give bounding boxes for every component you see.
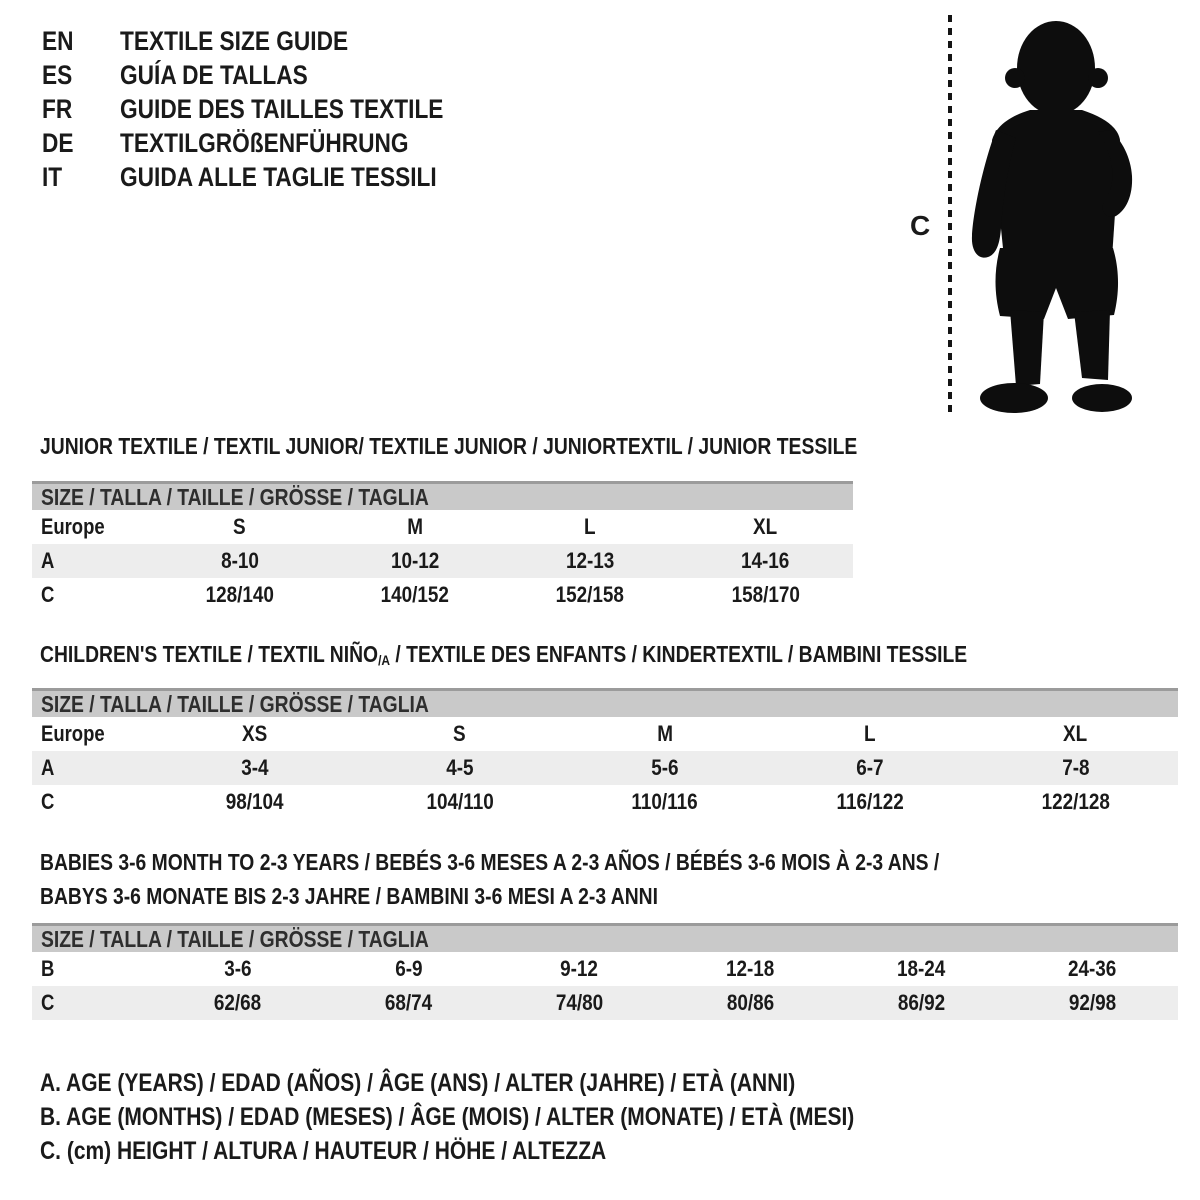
size-cell: 158/170 (731, 582, 800, 607)
language-code: DE (42, 127, 74, 158)
table-row (32, 751, 1178, 785)
row-label: Europe (41, 514, 105, 539)
size-cell: 80/86 (726, 990, 775, 1015)
legend-line-c (40, 1134, 1009, 1168)
size-cell: 5-6 (651, 755, 679, 780)
table-row (32, 578, 853, 612)
size-cell: 152/158 (555, 582, 625, 607)
size-header-bar (32, 923, 1178, 952)
language-row-de (42, 126, 505, 160)
size-cell: 92/98 (1068, 990, 1117, 1015)
language-title: GUIDE DES TAILLES TEXTILE (120, 93, 444, 124)
height-measure-label: C (910, 210, 931, 241)
size-cell: 12-18 (726, 956, 775, 981)
babies-heading-line2: BABYS 3-6 MONATE BIS 2-3 JAHRE / BAMBINI 3-6 MESI A 2-3 ANNI (40, 883, 658, 909)
row-label: C (41, 990, 55, 1015)
language-title: TEXTILGRÖßENFÜHRUNG (120, 127, 409, 158)
size-cell: 10-12 (390, 548, 440, 573)
junior-size-table (32, 481, 853, 612)
size-cell: 8-10 (220, 548, 259, 573)
language-row-en (42, 24, 505, 58)
table-row (32, 544, 853, 578)
babies-heading-line1: BABIES 3-6 MONTH TO 2-3 YEARS / BEBÉS 3-6 MESES A 2-3 AÑOS / BÉBÉS 3-6 MOIS À 2-3 ANS / (40, 849, 940, 875)
height-figure (898, 10, 1160, 428)
row-label: A (41, 755, 55, 780)
size-cell: 9-12 (560, 956, 599, 981)
babies-section-heading (40, 845, 1111, 913)
size-cell: 18-24 (897, 956, 946, 981)
size-cell: 140/152 (380, 582, 450, 607)
table-row (32, 952, 1178, 986)
table-row (32, 510, 853, 544)
size-cell: 6-9 (394, 956, 423, 981)
row-label: A (41, 548, 55, 573)
size-cell: 110/116 (631, 789, 699, 814)
size-cell: 98/104 (225, 789, 284, 814)
row-label: B (41, 956, 55, 981)
table-row (32, 785, 1178, 819)
language-code: ES (42, 59, 73, 90)
language-code: EN (42, 25, 74, 56)
size-cell: XL (1063, 721, 1088, 746)
size-cell: 116/122 (836, 789, 904, 814)
legend-line-a (40, 1066, 1009, 1100)
size-cell: 3-4 (240, 755, 269, 780)
size-cell: 68/74 (384, 990, 433, 1015)
language-list (42, 24, 505, 194)
size-cell: L (864, 721, 876, 746)
size-cell: 74/80 (555, 990, 604, 1015)
size-header-text: SIZE / TALLA / TAILLE / GRÖSSE / TAGLIA (41, 690, 429, 717)
size-header-bar (32, 688, 1178, 717)
size-cell: M (657, 721, 673, 746)
size-cell: 4-5 (446, 755, 474, 780)
row-label: C (41, 582, 55, 607)
size-cell: 6-7 (856, 755, 884, 780)
language-row-it (42, 160, 505, 194)
legend (40, 1066, 1009, 1168)
size-cell: 24-36 (1068, 956, 1117, 981)
legend-line-b (40, 1100, 1009, 1134)
children-heading-text: CHILDREN'S TEXTILE / TEXTIL NIÑO/A / TEXTILE DES ENFANTS / KINDERTEXTIL / BAMBINI TESSILE (40, 641, 968, 670)
children-size-table (32, 688, 1178, 819)
table-row (32, 717, 1178, 751)
size-cell: 62/68 (213, 990, 262, 1015)
size-cell: 3-6 (223, 956, 252, 981)
junior-section-heading (40, 429, 1013, 463)
children-section-heading (40, 637, 1144, 678)
row-label: C (41, 789, 55, 814)
size-header-text: SIZE / TALLA / TAILLE / GRÖSSE / TAGLIA (41, 925, 429, 952)
size-cell: XL (753, 514, 778, 539)
size-cell: 12-13 (565, 548, 615, 573)
legend-text: B. AGE (MONTHS) / EDAD (MESES) / ÂGE (MOIS) / ALTER (MONATE) / ETÀ (MESI) (40, 1102, 855, 1131)
language-code: IT (42, 161, 63, 192)
language-row-es (42, 58, 505, 92)
size-cell: 128/140 (205, 582, 274, 607)
size-cell: S (453, 721, 467, 746)
height-dashed-line (948, 15, 952, 417)
size-cell: 86/92 (897, 990, 946, 1015)
size-cell: 14-16 (741, 548, 790, 573)
size-cell: 122/128 (1041, 789, 1110, 814)
size-cell: XS (241, 721, 268, 746)
size-cell: L (584, 514, 596, 539)
legend-text: C. (cm) HEIGHT / ALTURA / HAUTEUR / HÖHE / ALTEZZA (40, 1136, 607, 1165)
baby-silhouette-icon (970, 18, 1140, 418)
row-label: Europe (41, 721, 105, 746)
junior-heading-text: JUNIOR TEXTILE / TEXTIL JUNIOR/ TEXTILE JUNIOR / JUNIORTEXTIL / JUNIOR TESSILE (40, 433, 858, 459)
language-title: GUIDA ALLE TAGLIE TESSILI (120, 161, 437, 192)
language-title: TEXTILE SIZE GUIDE (120, 25, 349, 56)
size-cell: 7-8 (1061, 755, 1090, 780)
size-cell: S (233, 514, 246, 539)
language-row-fr (42, 92, 505, 126)
language-code: FR (42, 93, 73, 124)
legend-text: A. AGE (YEARS) / EDAD (AÑOS) / ÂGE (ANS) / ALTER (JAHRE) / ETÀ (ANNI) (40, 1068, 796, 1097)
size-cell: M (406, 514, 423, 539)
table-row (32, 986, 1178, 1020)
size-cell: 104/110 (426, 789, 494, 814)
size-header-text: SIZE / TALLA / TAILLE / GRÖSSE / TAGLIA (41, 483, 429, 510)
babies-size-table (32, 923, 1178, 1020)
language-title: GUÍA DE TALLAS (120, 59, 308, 90)
size-header-bar (32, 481, 853, 510)
